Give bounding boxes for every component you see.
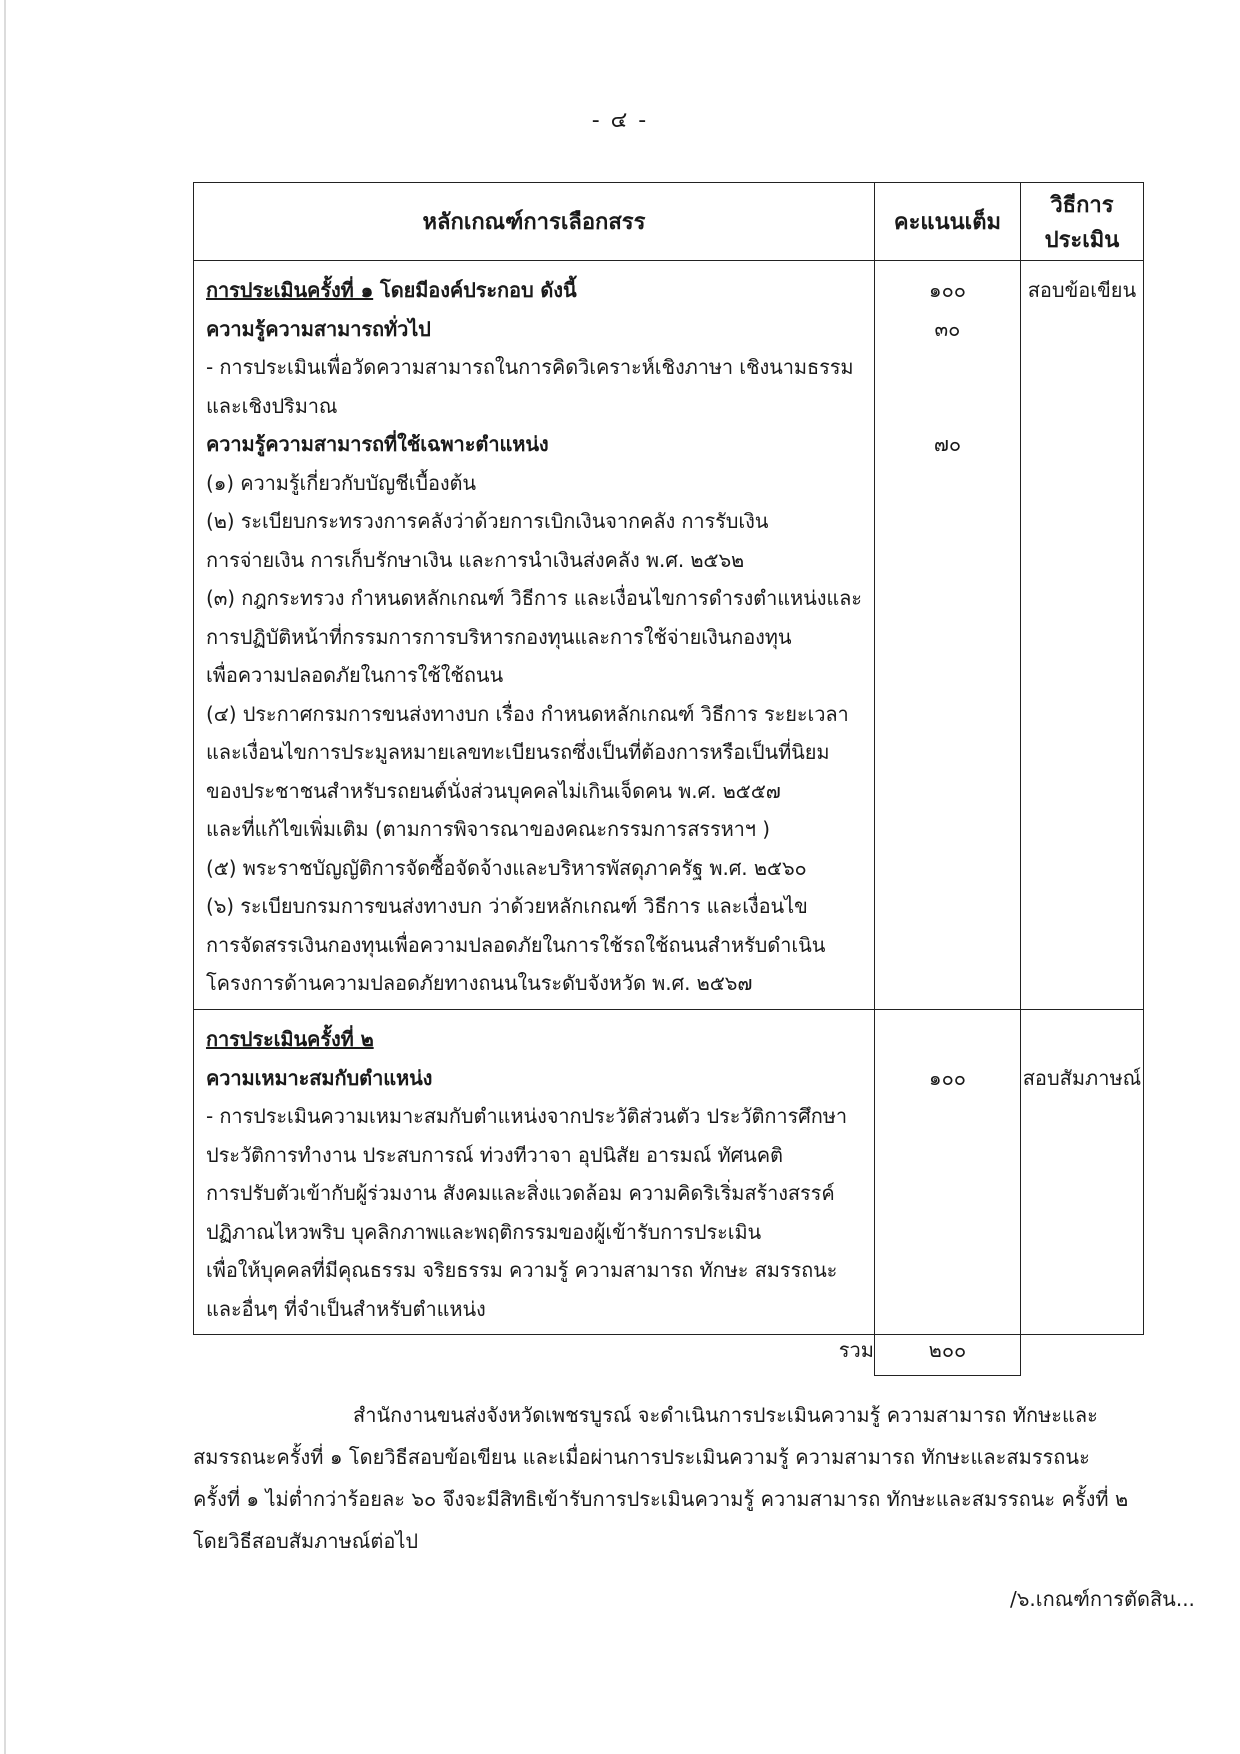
suitability-desc-line: ปฏิภาณไหวพริบ บุคลิกภาพและพฤติกรรมของผู้เข้ารับการประเมิน [206, 1219, 762, 1244]
specific-item-line: (๔) ประกาศกรมการขนส่งทางบก เรื่อง กำหนดหลักเกณฑ์ วิธีการ ระยะเวลา [206, 701, 849, 726]
scan-edge-line [4, 0, 6, 1754]
suitability-desc-line: ประวัติการทำงาน ประสบการณ์ ท่วงทีวาจา อุปนิสัย อารมณ์ ทัศนคติ [206, 1142, 783, 1167]
table-header-row [194, 183, 1144, 261]
selection-criteria-table [193, 182, 1144, 1376]
paragraph-line: ครั้งที่ ๑ ไม่ต่ำกว่าร้อยละ ๖๐ จึงจะมีสิทธิเข้ารับการประเมินความรู้ ความสามารถ ทักษะและสมรรถนะ ครั้งที่ ๒ [193, 1487, 1129, 1511]
table-total-row [194, 1335, 1144, 1376]
suitability-desc-line: เพื่อให้บุคคลที่มีคุณธรรม จริยธรรม ความรู้ ความสามารถ ทักษะ สมรรถนะ [206, 1258, 838, 1282]
suitability-desc-line: - การประเมินความเหมาะสมกับตำแหน่งจากประวัติส่วนตัว ประวัติการศึกษา [206, 1104, 847, 1128]
assessment-1-scores [874, 261, 1020, 1010]
assessment-1-criteria [194, 261, 875, 1010]
paragraph-line: สำนักงานขนส่งจังหวัดเพชรบูรณ์ จะดำเนินการประเมินความรู้ ความสามารถ ทักษะและ [353, 1403, 1098, 1427]
method-written-exam: สอบข้อเขียน [1027, 278, 1137, 302]
assessment-1-title [206, 271, 862, 310]
assessment-procedure-paragraph [193, 1394, 1153, 1562]
specific-item-line: (๓) กฎกระทรวง กำหนดหลักเกณฑ์ วิธีการ และเงื่อนไขการดำรงตำแหน่งและ [206, 586, 862, 610]
header-method-line2: ประเมิน [1044, 227, 1120, 253]
assessment-2-scores [874, 1010, 1020, 1335]
score-specific-ability: ๗๐ [933, 432, 962, 456]
paragraph-line: สมรรถนะครั้งที่ ๑ โดยวิธีสอบข้อเขียน และเมื่อผ่านการประเมินความรู้ ความสามารถ ทักษะและสมรรถนะ [193, 1445, 1090, 1469]
specific-item-line: การจ่ายเงิน การเก็บรักษาเงิน และการนำเงินส่งคลัง พ.ศ. ๒๕๖๒ [206, 547, 745, 572]
specific-item-line: (๑) ความรู้เกี่ยวกับบัญชีเบื้องต้น [206, 470, 477, 495]
paragraph-line: โดยวิธีสอบสัมภาษณ์ต่อไป [193, 1529, 419, 1553]
score-assessment-2: ๑๐๐ [928, 1065, 966, 1090]
total-label: รวม [838, 1338, 874, 1362]
specific-item-line: (๒) ระเบียบกระทรวงการคลังว่าด้วยการเบิกเงินจากคลัง การรับเงิน [206, 509, 769, 533]
total-empty-cell [1020, 1335, 1143, 1376]
specific-item-line: การปฏิบัติหน้าที่กรรมการการบริหารกองทุนและการใช้จ่ายเงินกองทุน [206, 624, 792, 649]
suitability-desc-line: และอื่นๆ ที่จำเป็นสำหรับตำแหน่ง [206, 1296, 486, 1321]
header-method-line1: วิธีการ [1050, 192, 1114, 218]
general-ability-heading: ความรู้ความสามารถทั่วไป [206, 316, 431, 341]
header-criteria: หลักเกณฑ์การเลือกสรร [194, 183, 875, 261]
header-method [1020, 183, 1143, 261]
specific-item-line: (๖) ระเบียบกรมการขนส่งทางบก ว่าด้วยหลักเกณฑ์ วิธีการ และเงื่อนไข [206, 894, 808, 918]
specific-item-line: เพื่อความปลอดภัยในการใช้ใช้ถนน [206, 663, 504, 687]
total-value: ๒๐๐ [874, 1335, 1020, 1376]
assessment-1-title-underlined: การประเมินครั้งที่ ๑ [206, 278, 374, 302]
specific-item-line: โครงการด้านความปลอดภัยทางถนนในระดับจังหวัด พ.ศ. ๒๕๖๗ [206, 971, 753, 995]
specific-item-line: ของประชาชนสำหรับรถยนต์นั่งส่วนบุคคลไม่เกินเจ็ดคน พ.ศ. ๒๕๕๗ [206, 778, 781, 803]
general-ability-desc-line: - การประเมินเพื่อวัดความสามารถในการคิดวิเคราะห์เชิงภาษา เชิงนามธรรม [206, 355, 854, 379]
next-page-reference: /๖.เกณฑ์การตัดสิน... [1010, 1587, 1195, 1611]
table-row-assessment-1 [194, 261, 1144, 1010]
specific-item-line: การจัดสรรเงินกองทุนเพื่อความปลอดภัยในการใช้รถใช้ถนนสำหรับดำเนิน [206, 932, 826, 957]
assessment-1-title-rest: โดยมีองค์ประกอบ ดังนี้ [373, 278, 577, 302]
specific-item-line: (๕) พระราชบัญญัติการจัดซื้อจัดจ้างและบริหารพัสดุภาครัฐ พ.ศ. ๒๕๖๐ [206, 855, 807, 880]
assessment-2-title: การประเมินครั้งที่ ๒ [206, 1027, 374, 1051]
suitability-desc-line: การปรับตัวเข้ากับผู้ร่วมงาน สังคมและสิ่งแวดล้อม ความคิดริเริ่มสร้างสรรค์ [206, 1181, 835, 1205]
assessment-2-method [1020, 1010, 1143, 1335]
assessment-1-method [1020, 261, 1143, 1010]
specific-ability-heading: ความรู้ความสามารถที่ใช้เฉพาะตำแหน่ง [206, 432, 549, 456]
table-row-assessment-2 [194, 1010, 1144, 1335]
page-number: - ๔ - [591, 108, 649, 133]
score-assessment-1-total: ๑๐๐ [928, 278, 966, 302]
suitability-heading: ความเหมาะสมกับตำแหน่ง [206, 1065, 433, 1090]
assessment-2-criteria [194, 1010, 875, 1335]
general-ability-desc-line: และเชิงปริมาณ [206, 393, 338, 418]
header-full-score: คะแนนเต็ม [874, 183, 1020, 261]
specific-item-line: และเงื่อนไขการประมูลหมายเลขทะเบียนรถซึ่งเป็นที่ต้องการหรือเป็นที่นิยม [206, 740, 830, 764]
specific-item-line: และที่แก้ไขเพิ่มเติม (ตามการพิจารณาของคณะกรรมการสรรหาฯ ) [206, 817, 770, 841]
score-general-ability: ๓๐ [934, 316, 961, 341]
method-interview: สอบสัมภาษณ์ [1022, 1065, 1142, 1090]
